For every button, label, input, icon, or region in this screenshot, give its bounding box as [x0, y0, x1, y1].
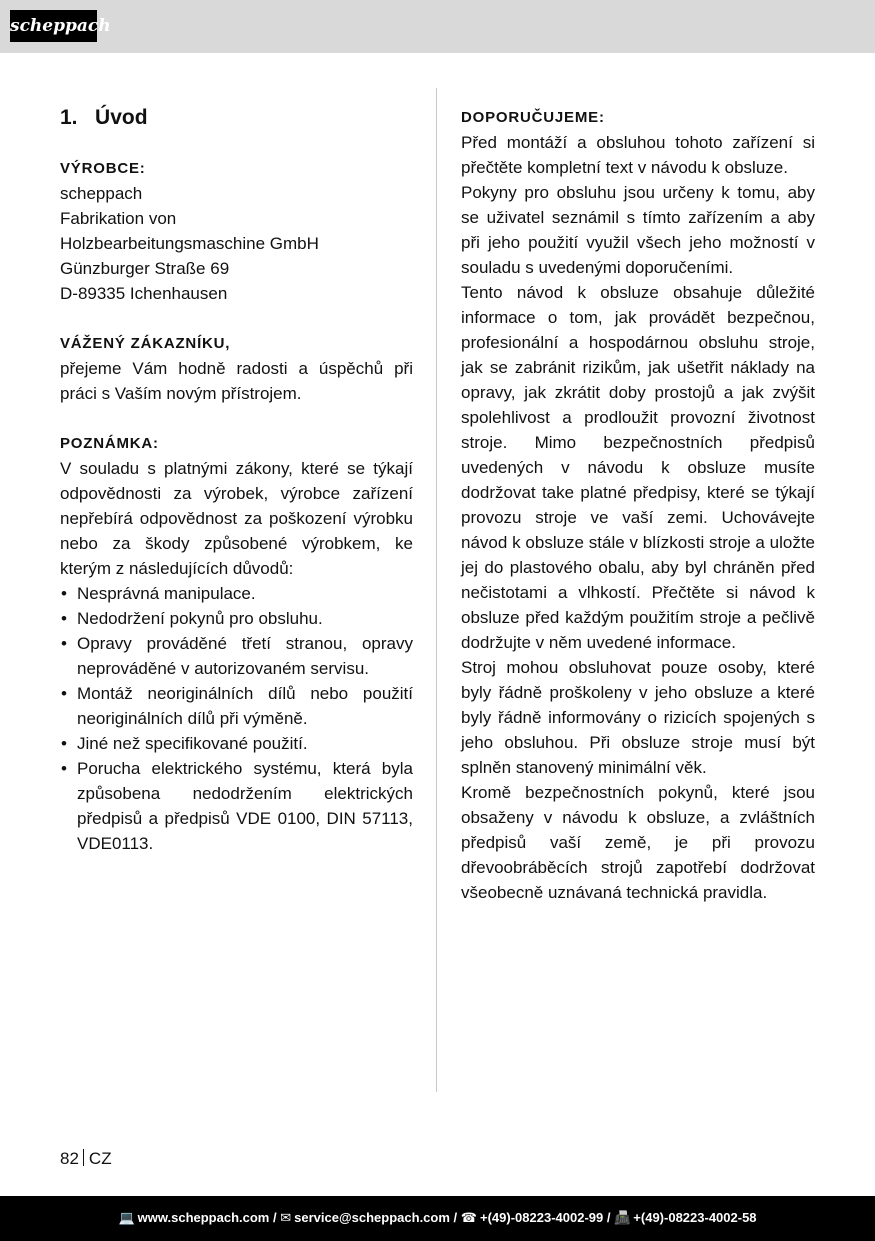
- fax-icon: 📠: [614, 1210, 631, 1225]
- manufacturer-address: [60, 181, 413, 306]
- footer-contact-line: [0, 1208, 875, 1228]
- liability-exclusion-list: [60, 581, 413, 856]
- list-item: • Nedodržení pokynů pro obsluhu.: [60, 606, 413, 631]
- note-text: V souladu s platnými zákony, které se týkají odpovědnosti za výrobek, výrobce zařízení nepřebírá odpovědnost za poškození výrobku nebo za škody způsobené výrobkem, ke kterým z následujících důvodů:: [60, 459, 413, 578]
- title-number: 1.: [60, 106, 78, 129]
- footer-bar: [0, 1196, 875, 1241]
- recommend-heading: DOPORUČUJEME:: [461, 109, 605, 126]
- customer-text: přejeme Vám hodně radosti a úspěchů při práci s Vaším novým přístrojem.: [60, 359, 413, 403]
- recommend-paragraph: Pokyny pro obsluhu jsou určeny k tomu, aby se uživatel seznámil s tímto zařízením a aby při jeho použití využil všech jeho možností v souladu s uvedenými doporučeními.: [461, 183, 815, 277]
- recommend-paragraph: Před montáží a obsluhou tohoto zařízení si přečtěte kompletní text v návodu k obsluze.: [461, 133, 815, 177]
- address-line: Fabrikation von: [60, 209, 177, 228]
- list-item: • Jiné než specifikované použití.: [60, 731, 413, 756]
- email-icon: ✉: [280, 1210, 292, 1225]
- column-divider: [436, 88, 437, 1092]
- page-number-value: 82: [60, 1149, 79, 1168]
- scheppach-logo: scheppach: [10, 10, 97, 42]
- header-band: [0, 0, 875, 53]
- manufacturer-heading: VÝROBCE:: [60, 160, 146, 177]
- title-text: Úvod: [95, 106, 148, 129]
- list-item: • Nesprávná manipulace.: [60, 581, 413, 606]
- recommend-paragraph: Stroj mohou obsluhovat pouze osoby, které byly řádně proškoleny v jeho obsluze a které byly řádně informovány o rizicích spojených s jeho obsluhou. Při obsluze stroje musí být splněn stanovený minimální věk.: [461, 658, 815, 777]
- list-item: • Opravy prováděné třetí stranou, opravy neprováděné v autorizovaném servisu.: [60, 631, 413, 681]
- address-line: Günzburger Straße 69: [60, 259, 230, 278]
- left-column: [60, 104, 413, 856]
- address-line: Holzbearbeitungsmaschine GmbH: [60, 234, 319, 253]
- page-title: [60, 104, 413, 132]
- email-link[interactable]: service@scheppach.com: [294, 1210, 450, 1225]
- footer-separator: /: [453, 1210, 458, 1225]
- phone-icon: ☎: [460, 1210, 477, 1225]
- right-column: [461, 105, 815, 905]
- recommend-paragraph: Tento návod k obsluze obsahuje důležité informace o tom, jak provádět bezpečnou, profesionální a hospodárnou obsluhu stroje, jak se zabránit rizikům, jak ušetřit náklady na opravy, jak zkrátit doby prostojů a jak zvýšit spolehlivost a prodloužit provozní životnost stroje. Mimo bezpečnostních předpisů uvedených v návodu k obsluze musíte dodržovat take platné předpisy, které se týkají provozu stroje ve vaší zemi. Uchovávejte návod k obsluze stále v blízkosti stroje a uložte jej do plastového obalu, aby byl chráněn před nečistotami a vlhkostí. Přečtěte si návod k obsluze před každým použitím stroje a pečlivě dodržujte v něm uvedené informace.: [461, 283, 815, 652]
- list-item: • Montáž neoriginálních dílů nebo použití neoriginálních dílů při výměně.: [60, 681, 413, 731]
- page-separator: [83, 1149, 84, 1166]
- note-heading: POZNÁMKA:: [60, 435, 159, 452]
- recommend-paragraph: Kromě bezpečnostních pokynů, které jsou obsaženy v návodu k obsluze, a zvláštních předpisů vaší země, je při provozu dřevoobráběcích strojů zapotřebí dodržovat všeobecně uznávaná technická pravidla.: [461, 783, 815, 902]
- website-link[interactable]: www.scheppach.com: [137, 1210, 270, 1225]
- footer-separator: /: [273, 1210, 277, 1225]
- fax-number: +(49)-08223-4002-58: [633, 1210, 757, 1225]
- page-language: CZ: [88, 1149, 112, 1168]
- phone-number: +(49)-08223-4002-99: [480, 1210, 604, 1225]
- computer-icon: 💻: [118, 1210, 135, 1225]
- footer-separator: /: [606, 1210, 611, 1225]
- address-line: D-89335 Ichenhausen: [60, 284, 228, 303]
- customer-heading: VÁŽENÝ ZÁKAZNÍKU,: [60, 335, 231, 352]
- page-number: [60, 1147, 112, 1171]
- list-item: • Porucha elektrického systému, která byla způsobena nedodržením elektrických předpisů a předpisů VDE 0100, DIN 57113, VDE0113.: [60, 756, 413, 856]
- address-line: scheppach: [60, 184, 143, 203]
